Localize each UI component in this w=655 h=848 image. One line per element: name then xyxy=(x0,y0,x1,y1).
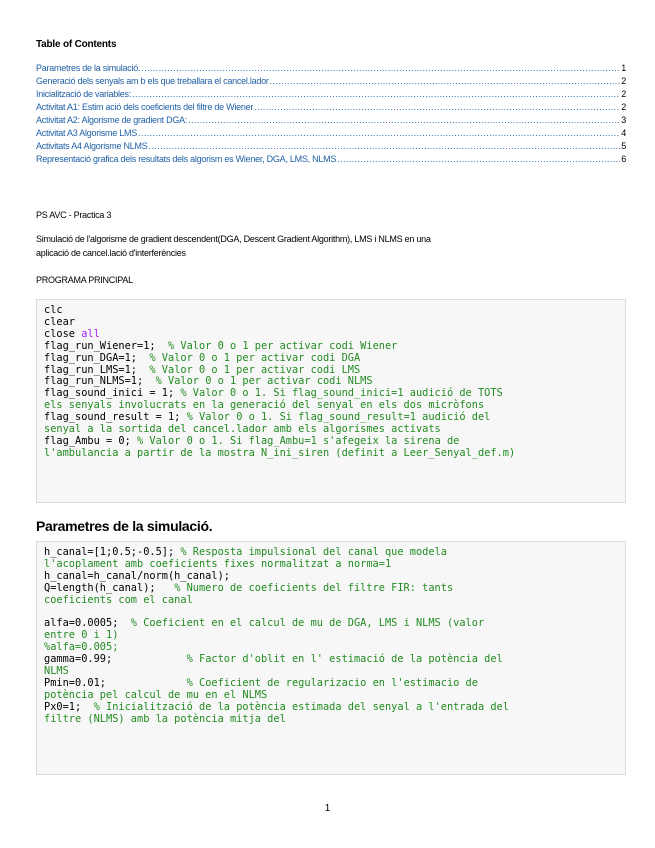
course-label: PS AVC - Practica 3 xyxy=(36,210,112,220)
toc-entry-label[interactable]: Representació grafica dels resultats dels algorism es Wiener, DGA, LMS, NLMS xyxy=(36,154,337,164)
code-line xyxy=(44,618,618,630)
toc-entry[interactable] xyxy=(36,138,626,151)
toc-entry-page: 6 xyxy=(621,154,626,164)
toc-entry-label[interactable]: Activitat A1: Estim ació dels coeficients del filtre de Wiener xyxy=(36,102,254,112)
code-comment: % Valor 0 o 1. Si flag_sound_result=1 audició del xyxy=(186,411,491,424)
code-comment: % Coeficient en el calcul de mu de DGA, LMS i NLMS (valor xyxy=(130,617,485,630)
toc-entry-page: 1 xyxy=(621,63,626,73)
toc-entry-label[interactable]: Activitats A4 Algorisme NLMS xyxy=(36,141,148,151)
toc-entry[interactable] xyxy=(36,60,626,73)
toc-entry-label[interactable]: Inicialització de variables: xyxy=(36,89,132,99)
code-text: flag_sound_result = 1; xyxy=(44,411,187,424)
description-line-1: Simulació de l'algorisme de gradient descendent(DGA, Descent Gradient Algorithm), LMS i NLMS en una xyxy=(36,234,431,244)
code-comment: senyal a la sortida del cancel.lador amb els algorismes activats xyxy=(44,423,441,436)
toc-entry[interactable] xyxy=(36,86,626,99)
code-block-parameters xyxy=(36,541,626,775)
code-comment: % Valor 0 o 1 per activar codi Wiener xyxy=(168,339,398,352)
toc-entry[interactable] xyxy=(36,125,626,138)
code-text: h_canal=h_canal/norm(h_canal); xyxy=(44,569,230,582)
code-block-main xyxy=(36,299,626,503)
code-comment: % Valor 0 o 1 per activar codi LMS xyxy=(149,363,361,376)
code-text: gamma=0.99; xyxy=(44,653,187,666)
code-text: flag_run_LMS=1; xyxy=(44,363,150,376)
toc-leader-dots xyxy=(141,63,620,73)
table-of-contents xyxy=(36,60,626,164)
code-text: flag_Ambu = 0; xyxy=(44,434,137,447)
description-line-2: aplicació de cancel.lació d'interferències xyxy=(36,248,186,258)
toc-title: Table of Contents xyxy=(36,39,117,50)
toc-leader-dots xyxy=(337,154,620,164)
code-text: close xyxy=(44,327,82,340)
code-comment: entre 0 i 1) xyxy=(44,629,119,642)
code-text: alfa=0.0005; xyxy=(44,617,131,630)
code-comment: % Valor 0 o 1. Si flag_Ambu=1 s'afegeix la sirena de xyxy=(137,434,460,447)
toc-entry-page: 2 xyxy=(621,76,626,86)
code-comment: filtre (NLMS) amb la potència mitja del xyxy=(44,712,286,725)
code-comment: % Coeficient de regularizacio en l'estimacio de xyxy=(186,676,478,689)
toc-entry-page: 2 xyxy=(621,102,626,112)
toc-entry-page: 5 xyxy=(621,141,626,151)
code-text: Pmin=0.01; xyxy=(44,676,187,689)
code-comment: potència pel calcul de mu en el NLMS xyxy=(44,688,268,701)
code-listing-parameters xyxy=(37,542,625,731)
code-comment: % Resposta impulsional del canal que modela xyxy=(180,546,447,558)
code-comment: %alfa=0.005; xyxy=(44,641,119,654)
code-text: flag_run_Wiener=1; xyxy=(44,339,168,352)
code-line xyxy=(44,317,618,329)
code-text: flag_run_NLMS=1; xyxy=(44,375,156,388)
toc-entry[interactable] xyxy=(36,99,626,112)
toc-entry[interactable] xyxy=(36,73,626,86)
code-comment: % Valor 0 o 1. Si flag_sound_inici=1 audició de TOTS xyxy=(180,387,503,400)
toc-entry-label[interactable]: Activitat A3 Algorisme LMS xyxy=(36,128,138,138)
code-text: h_canal=[1;0.5;-0.5]; xyxy=(44,546,181,558)
code-comment: % Valor 0 o 1 per activar codi NLMS xyxy=(155,375,373,388)
code-line xyxy=(44,595,618,607)
code-comment: els senyals involucrats en la generació del senyal en els dos micròfons xyxy=(44,399,485,412)
code-comment: % Factor d'oblit en l' estimació de la potència del xyxy=(186,653,503,666)
toc-entry[interactable] xyxy=(36,112,626,125)
code-text: Px0=1; xyxy=(44,700,94,713)
code-line xyxy=(44,305,618,317)
code-comment: % Inicialització de la potència estimada del senyal a l'entrada del xyxy=(93,700,509,713)
code-comment: % Numero de coeficients del filtre FIR: tants xyxy=(174,581,454,594)
toc-entry-label[interactable]: Parametres de la simulació. xyxy=(36,63,141,73)
code-listing-main xyxy=(37,300,625,465)
toc-leader-dots xyxy=(254,102,620,112)
code-keyword: all xyxy=(81,327,100,340)
toc-entry-page: 3 xyxy=(621,115,626,125)
toc-leader-dots xyxy=(138,128,620,138)
toc-entry-label[interactable]: Generació dels senyals am b els que treballara el cancel.lador xyxy=(36,76,269,86)
page-number: 1 xyxy=(324,803,331,814)
code-comment: % Valor 0 o 1 per activar codi DGA xyxy=(149,351,361,364)
code-text: flag_run_DGA=1; xyxy=(44,351,150,364)
code-comment: NLMS xyxy=(44,665,69,678)
code-line xyxy=(44,714,618,726)
code-line xyxy=(44,630,618,642)
code-comment: l'ambulancia a partir de la mostra N_ini_siren (definit a Leer_Senyal_def.m) xyxy=(44,446,516,459)
toc-leader-dots xyxy=(132,89,620,99)
toc-leader-dots xyxy=(188,115,620,125)
code-text: flag_sound_inici = 1; xyxy=(44,387,181,400)
code-comment: coeficients com el canal xyxy=(44,593,193,606)
toc-leader-dots xyxy=(270,76,621,86)
section-heading: Parametres de la simulació. xyxy=(36,518,213,534)
code-text: clc xyxy=(44,304,63,316)
toc-entry-page: 4 xyxy=(621,128,626,138)
code-line xyxy=(44,448,618,460)
toc-leader-dots xyxy=(149,141,621,151)
code-text: Q=length(h_canal); xyxy=(44,581,175,594)
toc-entry-label[interactable]: Activitat A2: Algorisme de gradient DGA: xyxy=(36,115,188,125)
toc-entry-page: 2 xyxy=(621,89,626,99)
program-label: PROGRAMA PRINCIPAL xyxy=(36,275,133,285)
code-text: clear xyxy=(44,315,75,328)
code-line xyxy=(44,654,618,666)
toc-entry[interactable] xyxy=(36,151,626,164)
code-comment: l'acoplament amb coeficients fixes normalitzat a norma=1 xyxy=(44,557,392,570)
